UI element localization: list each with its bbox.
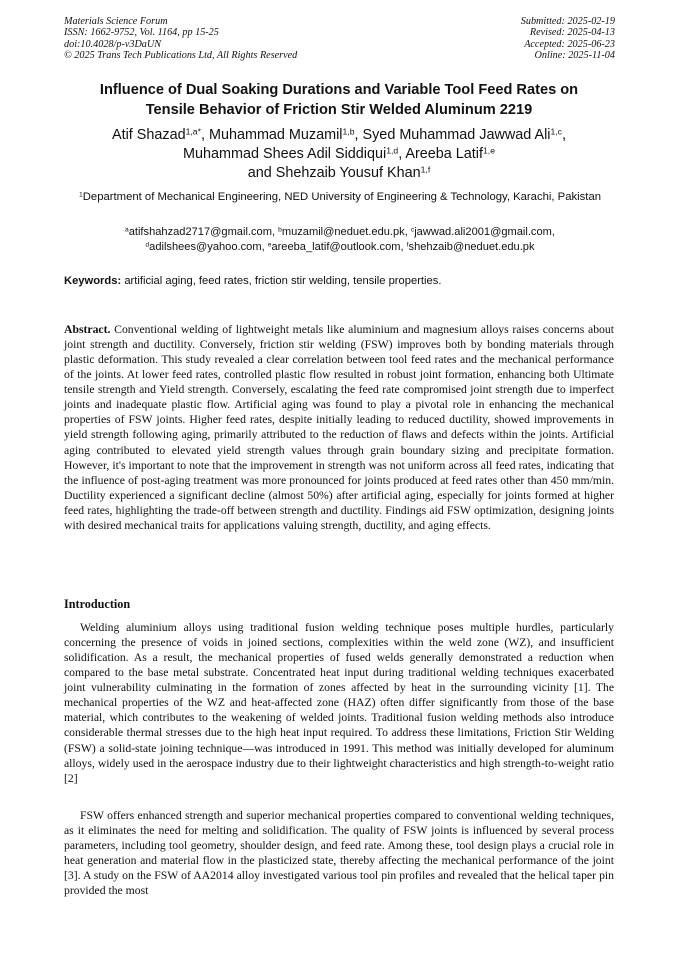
paragraph-text: Welding aluminium alloys using traditional fusion welding technique poses multiple hurdles, particularly concerning the presence of voids in joined sections, complexities within the weld zone (WZ), and insufficient solidification. As a result, the mechanical properties of fused welds generally demonstrated a reduction when compared to the base metal substrate. Concentrated heat input during traditional welding techniques exacerbated joint vulnerability culminating in the formation of zones affected by heat in the surrounding vicinity [1]. The mechanical properties of the WZ and heat-affected zone (HAZ) often differ significantly from those of the base material, which contributes to the weakening of welded joints. Traditional fusion welding methods also introduce considerable thermal stresses due to the high heat input required. To address these limitations, Friction Stir Welding (FSW) a solid-state joining technique—was introduced in 1991. This method was initially developed for aluminum alloys, widely used in the aerospace industry due to their lightweight characteristics and high strength-to-weight ratio [2] <box>64 621 614 785</box>
doi[interactable]: doi:10.4028/p-v3DaUN <box>64 38 162 50</box>
journal-info <box>64 16 297 62</box>
email-link[interactable]: muzamil@neduet.edu.pk <box>281 226 405 238</box>
paragraph-text: FSW offers enhanced strength and superior mechanical properties compared to conventional welding techniques, as it eliminates the need for melting and solidification. The quality of FSW joints is influenced by several process parameters, including tool geometry, shoulder design, and feed rate. Among these, tool design plays a crucial role in heat generation and material flow in the plasticized state, thereby affecting the mechanical performance of the joint [3]. A study on the FSW of AA2014 alloy investigated various tool pin profiles and revealed that the helical taper pin provided the most <box>64 809 614 898</box>
submitted-date: Submitted: 2025-02-19 <box>520 16 615 27</box>
revised-date: Revised: 2025-04-13 <box>529 27 615 39</box>
affiliation-sup: 1 <box>78 191 83 199</box>
email-link[interactable]: adilshees@yahoo.com <box>149 241 262 253</box>
author-name: Muhammad Shees Adil Siddiqui <box>183 146 387 163</box>
keywords <box>64 274 616 288</box>
email-sup: f <box>406 241 409 249</box>
issn-volume: ISSN: 1662-9752, Vol. 1164, pp 15-25 <box>64 27 219 39</box>
email-sup: c <box>410 226 415 234</box>
paper-title <box>40 80 638 120</box>
keywords-label: Keywords: <box>64 275 122 287</box>
online-date: Online: 2025-11-04 <box>534 50 615 62</box>
title-line: Tensile Behavior of Friction Stir Welded Aluminum 2219 <box>145 102 533 118</box>
affiliation <box>64 190 616 206</box>
email-link[interactable]: atifshahzad2717@gmail.com <box>128 226 272 238</box>
author-list <box>40 126 638 184</box>
accepted-date: Accepted: 2025-06-23 <box>524 38 615 50</box>
author-sup: 1,a* <box>185 126 201 137</box>
author-name: Shehzaib Yousuf Khan <box>275 165 421 182</box>
author-sup: 1,c <box>550 126 562 137</box>
author-line: Atif Shazad$^{1,a*}$, Muhammad Muzamil$^{1,b}$, Syed Muhammad Jawwad Ali$^{1,c}$, <box>111 126 566 143</box>
abstract <box>64 322 614 533</box>
intro-paragraph <box>64 808 614 898</box>
author-sup: 1,d <box>386 145 399 156</box>
author-line: Muhammad Shees Adil Siddiqui$^{1,d}$, Areeba Latif$^{1,e}$ <box>183 145 495 163</box>
author-name: Atif Shazad <box>111 127 186 143</box>
affiliation-text: Department of Mechanical Engineering, NED University of Engineering & Technology, Karachi, Pakistan <box>82 191 602 203</box>
email-sup: a <box>125 226 129 234</box>
author-name: Muhammad Muzamil <box>208 127 343 143</box>
author-name: Areeba Latif <box>405 146 483 163</box>
email-link[interactable]: shehzaib@neduet.edu.pk <box>408 241 535 253</box>
copyright: © 2025 Trans Tech Publications Ltd, All Rights Reserved <box>64 50 298 62</box>
author-name: Syed Muhammad Jawwad Ali <box>362 127 551 143</box>
email-line: $^a$atifshahzad2717@gmail.com, $^b$muzamil@neduet.edu.pk, $^c$jawwad.ali2001@gmail.com, <box>125 226 555 238</box>
publication-dates <box>521 16 615 62</box>
author-line: and Shehzaib Yousuf Khan$^{1,f}$ <box>247 164 431 182</box>
abstract-label: Abstract. <box>64 323 111 336</box>
email-sup: d <box>145 241 150 249</box>
email-link[interactable]: jawwad.ali2001@gmail.com <box>414 226 552 238</box>
email-line: $^d$adilshees@yahoo.com, $^e$areeba_latif@outlook.com, $^f$shehzaib@neduet.edu.pk <box>145 241 535 253</box>
author-emails <box>64 225 616 255</box>
author-sup: 1,e <box>483 145 495 156</box>
email-link[interactable]: areeba_latif@outlook.com <box>271 241 401 253</box>
keywords-text: artificial aging, feed rates, friction stir welding, tensile properties. <box>124 275 442 287</box>
author-sup: 1,b <box>342 126 355 137</box>
intro-paragraph <box>64 620 614 786</box>
email-sup: b <box>278 226 282 234</box>
title-line: Influence of Dual Soaking Durations and Variable Tool Feed Rates on <box>99 82 579 98</box>
abstract-text: Conventional welding of lightweight metals like aluminium and magnesium alloys raises concerns about joint strength and ductility. Conversely, friction stir welding (FSW) improves both by bonding materials through plastic deformation. This study revealed a clear correlation between tool feed rates and the mechanical performance of the joints. At lower feed rates, controlled plastic flow resulted in robust joint formation, enhancing both Ultimate tensile strength and Yield strength. Conversely, escalating the feed rate compromised joint strength due to imperfect joints and inadequate plastic flow. Artificial aging was found to play a pivotal role in enhancing the mechanical properties of FSW joints. Higher feed rates, despite initially leading to reduced ductility, showed improvements in yield strength following aging, primarily attributed to the reduction of flaws and defects within the joints. Artificial aging contributed to elevated yield strength values through grain boundary sizing and precipitate formation. However, it's important to note that the improvement in strength was not uniform across all feed rates, indicating that the influence of post-aging treatment was more pronounced for joints produced at feed rates other than 450 mm/min. Ductility experienced a significant decline (almost 50%) after artificial aging, especially for joints formed at higher feed rates, highlighting the trade-off between strength and ductility. Findings aid FSW optimization, designing joints with desired mechanical traits for applications valuing strength, ductility, and aging effects. <box>64 323 614 532</box>
email-sup: e <box>267 241 272 249</box>
journal-name: Materials Science Forum <box>64 16 168 27</box>
author-sup: 1,f <box>420 164 431 175</box>
section-heading-introduction: Introduction <box>64 597 131 611</box>
